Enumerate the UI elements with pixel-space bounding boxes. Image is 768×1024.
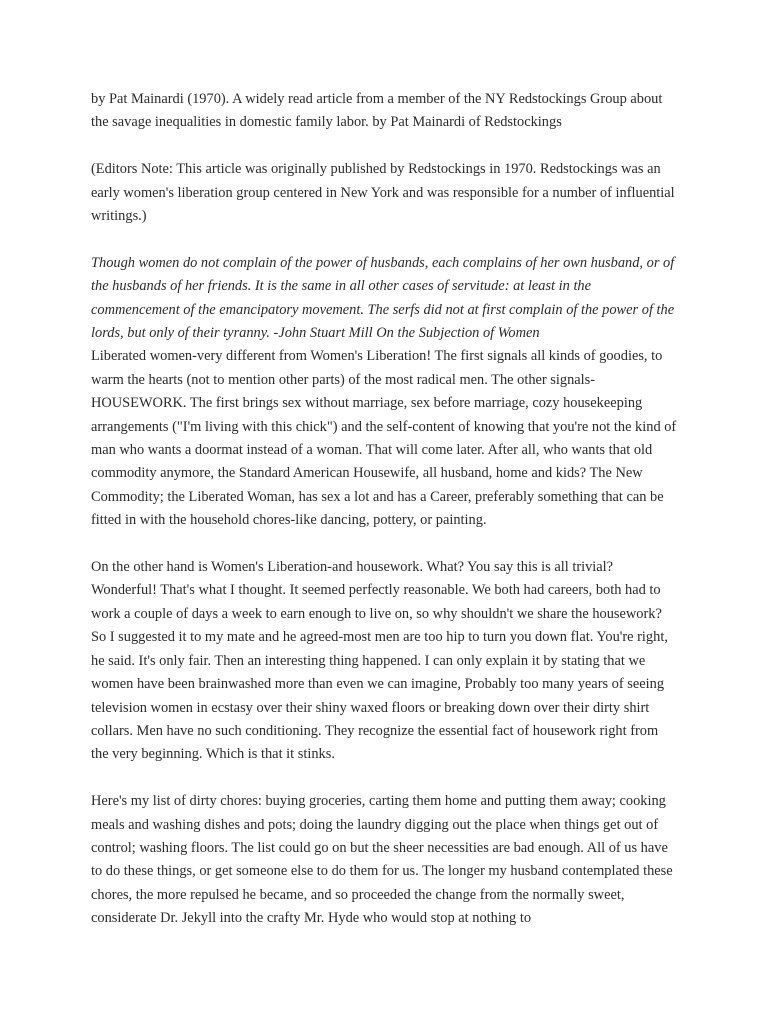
body-paragraph-2: On the other hand is Women's Liberation-and housework. What? You say this is all trivial? Wonderful! That's what I thought. It seemed perfectly reasonable. We both had careers, both had to work a couple of days a week to earn enough to live on, so why shouldn't we share the housework? So I suggested it to my mate and he agreed-most men are too hip to turn you down flat. You're right, he said. It's only fair. Then an interesting thing happened. I can only explain it by stating that we women have been brainwashed more than even we can imagine, Probably too many years of seeing television women in ecstasy over their shiny waxed floors or breaking down over their dirty shirt collars. Men have no such conditioning. They recognize the essential fact of housework right from the very beginning. Which is that it stinks.	[91, 559, 668, 763]
body-paragraph-1: Liberated women-very different from Women's Liberation! The first signals all kinds of goodies, to warm the hearts (not to mention other parts) of the most radical men. The other signals- HOUSEWORK. The first brings sex without marriage, sex before marriage, cozy housekeeping arrangements ("I'm living with this chick") and the self-content of knowing that you're not the kind of man who wants a doormat instead of a woman. That will come later. After all, who wants that old commodity anymore, the Standard American Housewife, all husband, home and kids? The New Commodity; the Liberated Woman, has sex a lot and has a Career, preferably something that can be fitted in with the household chores-like dancing, pottery, or painting.	[91, 348, 677, 529]
editors-note-paragraph: (Editors Note: This article was originally published by Redstockings in 1970. Redstockings was an early women's liberation group centered in New York and was responsible for a number of influential writings.)	[91, 161, 675, 225]
body-paragraph-3: Here's my list of dirty chores: buying groceries, carting them home and putting them away; cooking meals and washing dishes and pots; doing the laundry digging out the place when things get out of control; washing floors. The list could go on but the sheer necessities are bad enough. All of us have to do these things, or get someone else to do them for us. The longer my husband contemplated these chores, the more repulsed he became, and so proceeded the change from the normally sweet, considerate Dr. Jekyll into the crafty Mr. Hyde who would stop at nothing to	[91, 793, 673, 927]
intro-paragraph: by Pat Mainardi (1970). A widely read article from a member of the NY Redstockings Group about the savage inequalities in domestic family labor. by Pat Mainardi of Redstockings	[91, 91, 663, 131]
epigraph-quote: Though women do not complain of the power of husbands, each complains of her own husband, or of the husbands of her friends. It is the same in all other cases of servitude: at least in the commencement of the emancipatory movement. The serfs did not at first complain of the power of the lords, but only of their tyranny. -John Stuart Mill On the Subjection of Women	[91, 254, 675, 342]
